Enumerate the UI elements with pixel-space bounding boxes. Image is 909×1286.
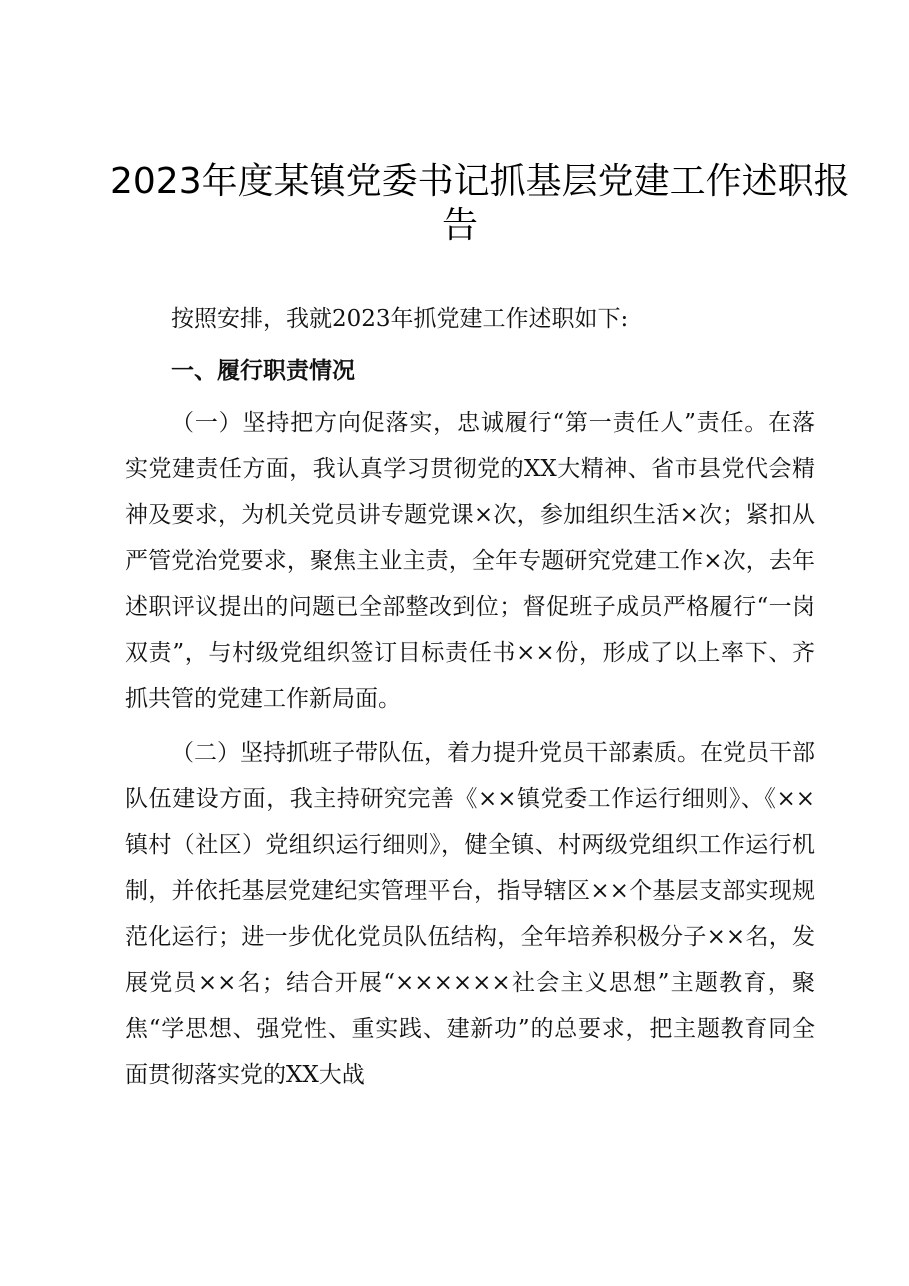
document-title-line-1: 2023年度某镇党委书记抓基层党建工作述职报: [110, 161, 850, 202]
intro-paragraph: 按照安排，我就2023年抓党建工作述职如下:: [171, 306, 629, 332]
section-heading: 一、履行职责情况: [171, 358, 355, 384]
body-paragraph-1: （一）坚持把方向促落实，忠诚履行“第一责任人”责任。在落实党建责任方面，我认真学习贯彻党的XX大精神、省市县党代会精神及要求，为机关党员讲专题党课×次，参加组织生活×次；紧扣从严管党治党要求，聚焦主业主责，全年专题研究党建工作×次，去年述职评议提出的问题已全部整改到位；督促班子成员严格履行“一岗双责”，与村级党组织签订目标责任书××份，形成了以上率下、齐抓共管的党建工作新局面。: [125, 410, 815, 712]
document-body: [125, 296, 815, 1098]
body-paragraph-2: （二）坚持抓班子带队伍，着力提升党员干部素质。在党员干部队伍建设方面，我主持研究完善《××镇党委工作运行细则》、《××镇村（社区）党组织运行细则》，健全镇、村两级党组织工作运行机制，并依托基层党建纪实管理平台，指导辖区××个基层支部实现规范化运行；进一步优化党员队伍结构，全年培养积极分子××名，发展党员××名；结合开展“××××××社会主义思想”主题教育，聚焦“学思想、强党性、重实践、建新功”的总要求，把主题教育同全面贯彻落实党的XX大战: [125, 740, 815, 1088]
document-title: [110, 160, 850, 248]
document-title-line-2: 告: [441, 205, 478, 246]
